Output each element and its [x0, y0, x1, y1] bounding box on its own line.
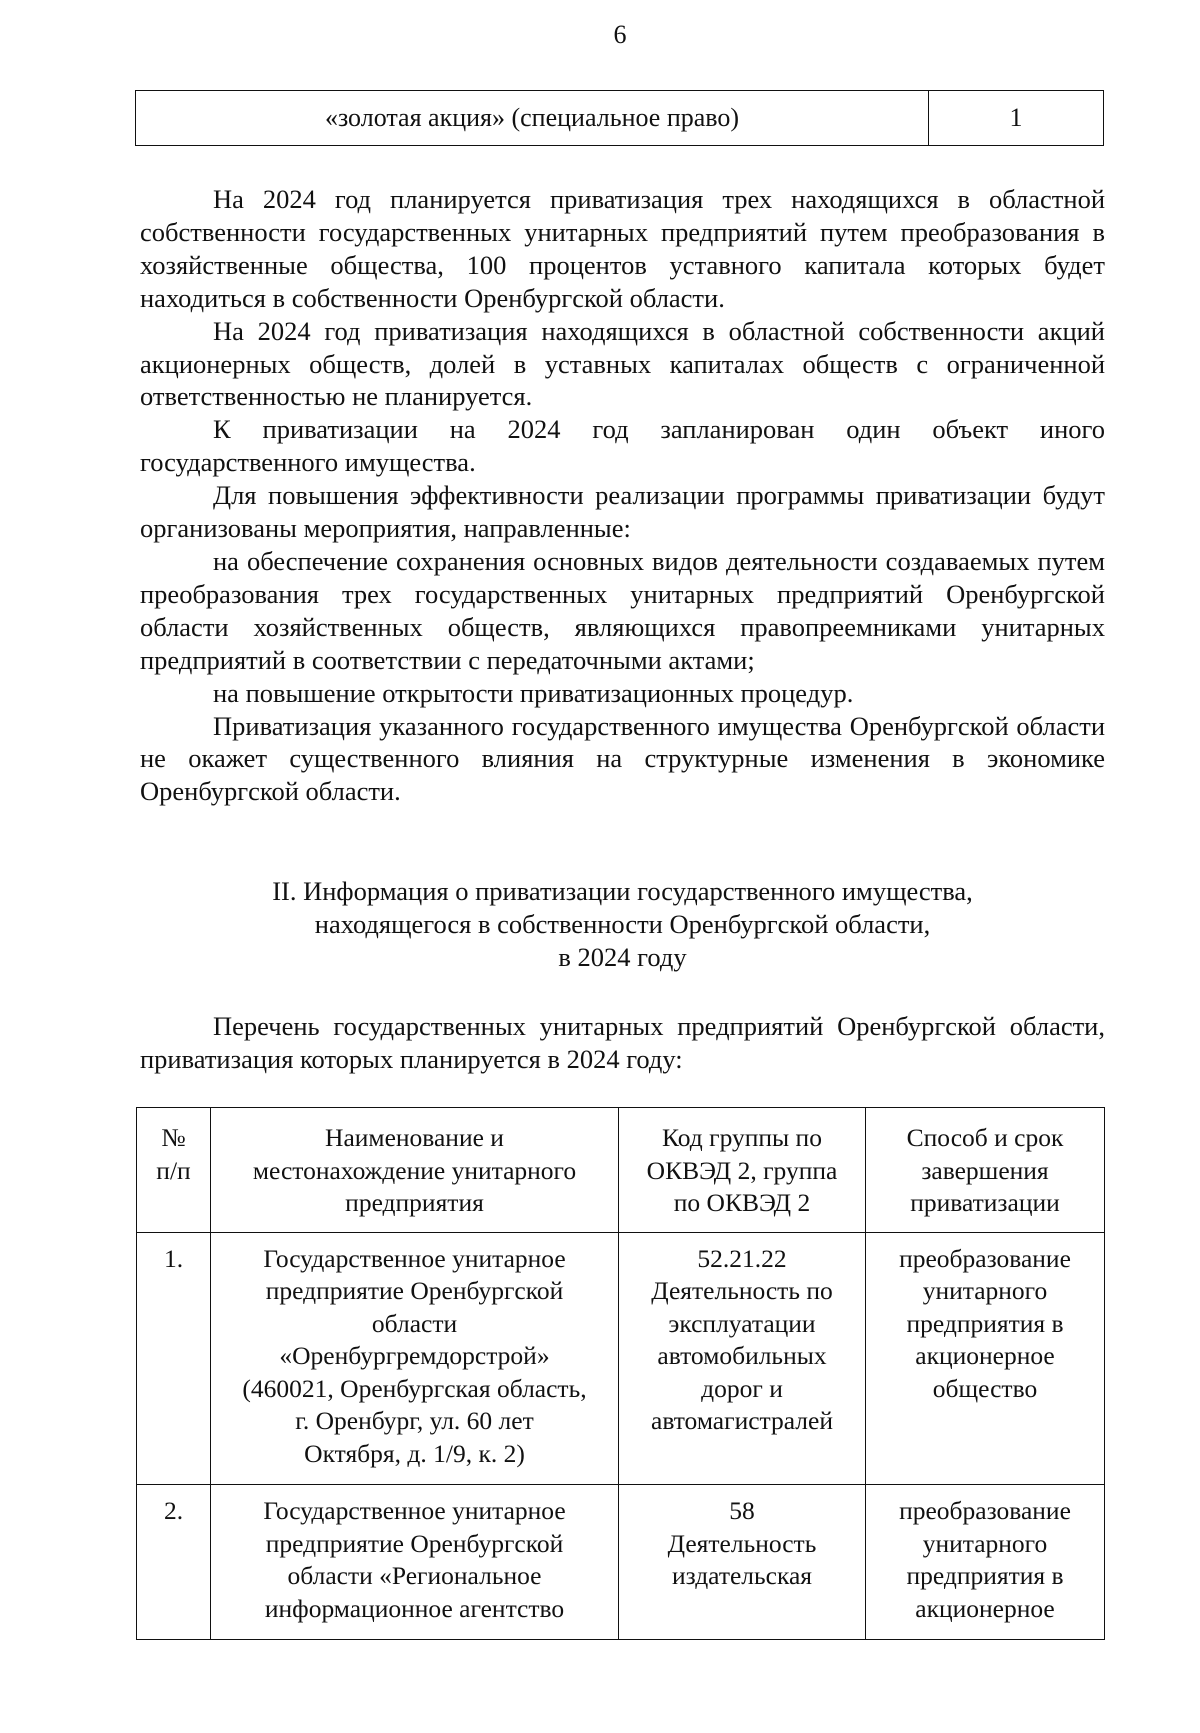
- paragraph: на повышение открытости приватизационных процедур.: [213, 677, 854, 708]
- table-header-row: [137, 1108, 1105, 1233]
- header-method: Способ и срок завершения приватизации: [866, 1108, 1105, 1233]
- table-row: [137, 1232, 1105, 1485]
- row-num: 1.: [137, 1232, 211, 1485]
- paragraph: На 2024 год приватизация находящихся в областной собственности акций акционерных обществ, долей в уставных капиталах обществ с ограниченной ответственностью не планируется.: [140, 315, 1105, 412]
- section-title: [140, 875, 1105, 974]
- section-title-line: находящегося в собственности Оренбургской области,: [314, 909, 931, 939]
- paragraph: Приватизация указанного государственного имущества Оренбургской области не окажет существенного влияния на структурные изменения в экономике Оренбургской области.: [140, 710, 1105, 807]
- row-num: 2.: [137, 1485, 211, 1640]
- row-method: преобразование унитарного предприятия в акционерное: [866, 1485, 1105, 1640]
- body-text: [140, 183, 1105, 808]
- paragraph: Для повышения эффективности реализации программы приватизации будут организованы мероприятия, направленные:: [140, 480, 1105, 544]
- row-code: 52.21.22 Деятельность по эксплуатации автомобильных дорог и автомагистралей: [619, 1232, 866, 1485]
- row-code: 58 Деятельность издательская: [619, 1485, 866, 1640]
- paragraph: на обеспечение сохранения основных видов деятельности создаваемых путем преобразования трех государственных унитарных предприятий Оренбургской области хозяйственных обществ, являющихся правопреемниками унитарных предприятий в соответствии с передаточными актами;: [140, 545, 1105, 675]
- header-name: Наименование и местонахождение унитарного предприятия: [211, 1108, 619, 1233]
- enterprises-table: [136, 1107, 1105, 1640]
- header-code: Код группы по ОКВЭД 2, группа по ОКВЭД 2: [619, 1108, 866, 1233]
- golden-share-label: «золотая акция» (специальное право): [136, 91, 929, 146]
- table-row: [136, 91, 1104, 146]
- golden-share-table: [135, 90, 1104, 146]
- row-name: Государственное унитарное предприятие Оренбургской области «Региональное информационное агентство: [211, 1485, 619, 1640]
- paragraph: К приватизации на 2024 год запланирован один объект иного государственного имущества.: [140, 414, 1105, 478]
- paragraph: На 2024 год планируется приватизация трех находящихся в областной собственности государственных унитарных предприятий путем преобразования в хозяйственные общества, 100 процентов уставного капитала которых будет находиться в собственности Оренбургской области.: [140, 184, 1105, 313]
- header-num: № п/п: [137, 1108, 211, 1233]
- section-title-line: II. Информация о приватизации государственного имущества,: [272, 876, 973, 906]
- row-name: Государственное унитарное предприятие Оренбургской области «Оренбургремдорстрой» (460021, Оренбургская область, г. Оренбург, ул. 60 лет Октября, д. 1/9, к. 2): [211, 1232, 619, 1485]
- row-method: преобразование унитарного предприятия в акционерное общество: [866, 1232, 1105, 1485]
- list-intro: Перечень государственных унитарных предприятий Оренбургской области, приватизация которых планируется в 2024 году:: [140, 1011, 1105, 1074]
- page-number: 6: [613, 20, 627, 49]
- section-title-line: в 2024 году: [558, 942, 687, 972]
- golden-share-value: 1: [929, 91, 1104, 146]
- table-row: [137, 1485, 1105, 1640]
